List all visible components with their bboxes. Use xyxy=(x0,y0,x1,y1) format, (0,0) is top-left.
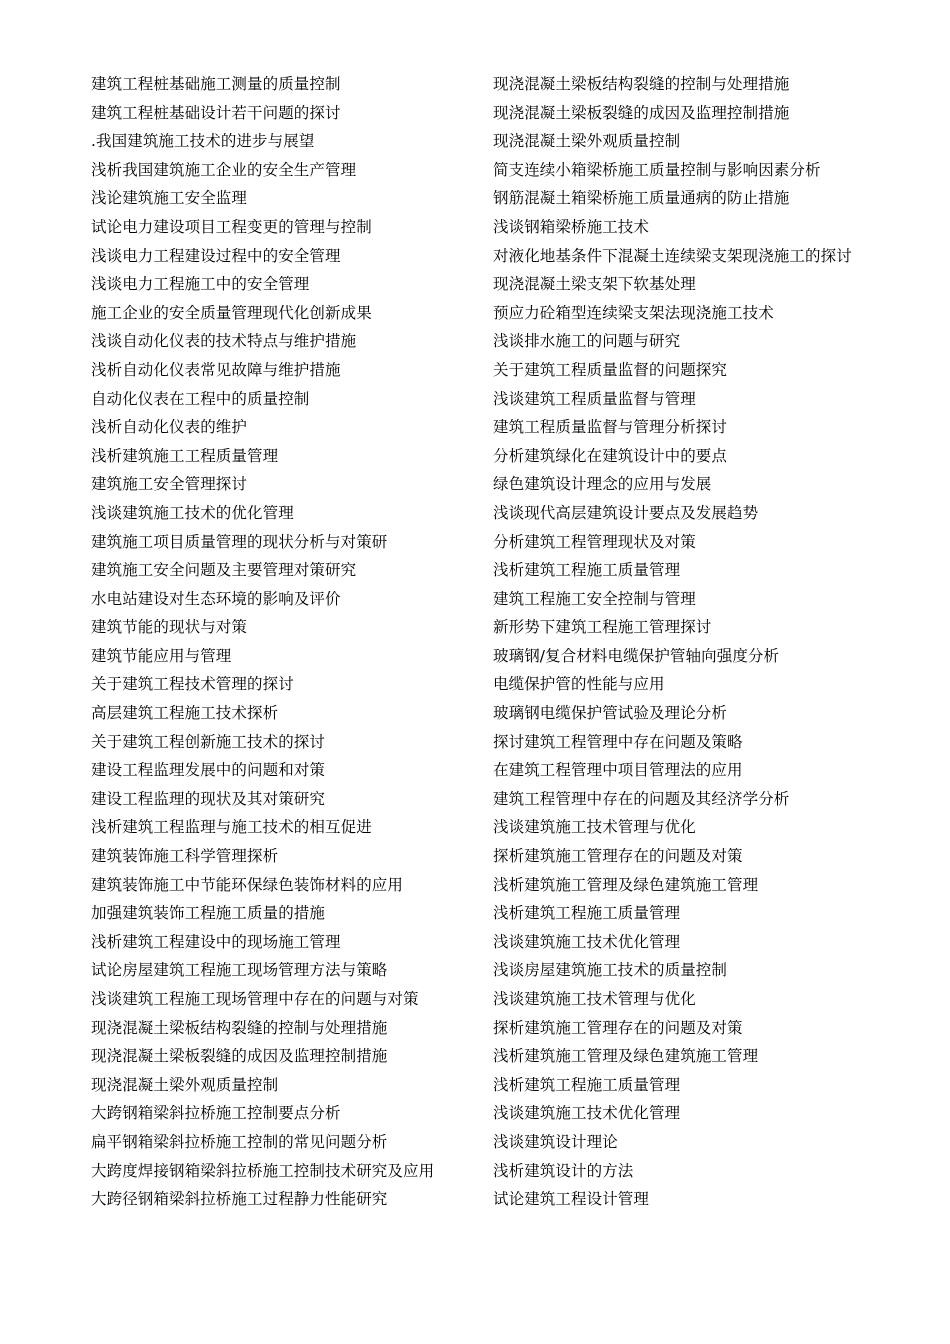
list-item: 浅谈钢箱梁桥施工技术 xyxy=(493,217,650,236)
list-item: 新形势下建筑工程施工管理探讨 xyxy=(493,618,712,637)
list-item: 建筑装饰施工科学管理探析 xyxy=(91,847,279,866)
list-item: 关于建筑工程创新施工技术的探讨 xyxy=(91,732,326,751)
list-item: 绿色建筑设计理念的应用与发展 xyxy=(493,475,712,494)
list-item: 浅谈自动化仪表的技术特点与维护措施 xyxy=(91,332,357,351)
list-item: 建筑装饰施工中节能环保绿色装饰材料的应用 xyxy=(91,875,404,894)
list-item: 浅析我国建筑施工企业的安全生产管理 xyxy=(91,160,357,179)
list-item: 玻璃钢电缆保护管试验及理论分析 xyxy=(493,704,728,723)
list-item: 大跨度焊接钢箱梁斜拉桥施工控制技术研究及应用 xyxy=(91,1161,435,1180)
list-item: 现浇混凝土梁外观质量控制 xyxy=(91,1075,279,1094)
list-item: 探讨建筑工程管理中存在问题及策略 xyxy=(493,732,743,751)
list-item: 浅析建筑施工工程质量管理 xyxy=(91,446,279,465)
list-item: 在建筑工程管理中项目管理法的应用 xyxy=(493,761,743,780)
list-item: 浅析建筑工程施工质量管理 xyxy=(493,1075,681,1094)
left-title-list xyxy=(91,70,456,1214)
list-item: 钢筋混凝土箱梁桥施工质量通病的防止措施 xyxy=(493,189,790,208)
list-item: 建设工程监理发展中的问题和对策 xyxy=(91,761,326,780)
list-item: 浅析自动化仪表的维护 xyxy=(91,418,248,437)
list-item: 浅析建筑施工管理及绿色建筑施工管理 xyxy=(493,875,759,894)
list-item: 加强建筑装饰工程施工质量的措施 xyxy=(91,904,326,923)
list-item: 试论房屋建筑工程施工现场管理方法与策略 xyxy=(91,961,388,980)
list-item: 浅谈现代高层建筑设计要点及发展趋势 xyxy=(493,503,759,522)
list-item: 预应力砼箱型连续梁支架法现浇施工技术 xyxy=(493,303,774,322)
list-item: 浅谈电力工程建设过程中的安全管理 xyxy=(91,246,341,265)
list-item: 浅析建筑工程建设中的现场施工管理 xyxy=(91,932,341,951)
list-item: 浅析建筑设计的方法 xyxy=(493,1161,634,1180)
list-item: 浅析自动化仪表常见故障与维护措施 xyxy=(91,360,341,379)
list-item: 浅谈房屋建筑施工技术的质量控制 xyxy=(493,961,728,980)
list-item: 施工企业的安全质量管理现代化创新成果 xyxy=(91,303,372,322)
list-item: 大跨钢箱梁斜拉桥施工控制要点分析 xyxy=(91,1104,341,1123)
list-item: 试论建筑工程设计管理 xyxy=(493,1190,650,1209)
list-item: 探析建筑施工管理存在的问题及对策 xyxy=(493,1018,743,1037)
list-item: 对液化地基条件下混凝土连续梁支架现浇施工的探讨 xyxy=(493,246,852,265)
list-item: 现浇混凝土梁板裂缝的成因及监理控制措施 xyxy=(493,103,790,122)
list-item: 现浇混凝土梁板结构裂缝的控制与处理措施 xyxy=(91,1018,388,1037)
right-title-list xyxy=(493,70,855,1214)
list-item: 建筑节能的现状与对策 xyxy=(91,618,248,637)
list-item: 建筑施工安全管理探讨 xyxy=(91,475,248,494)
list-item: 浅论建筑施工安全监理 xyxy=(91,189,248,208)
list-item: 试论电力建设项目工程变更的管理与控制 xyxy=(91,217,372,236)
list-item: 分析建筑绿化在建筑设计中的要点 xyxy=(493,446,728,465)
list-item: 浅谈建筑工程施工现场管理中存在的问题与对策 xyxy=(91,990,419,1008)
list-item: 关于建筑工程技术管理的探讨 xyxy=(91,675,294,694)
list-item: 浅谈建筑施工技术的优化管理 xyxy=(91,503,294,522)
list-item: 浅谈排水施工的问题与研究 xyxy=(493,332,681,351)
list-item: 建筑工程管理中存在的问题及其经济学分析 xyxy=(493,789,790,808)
list-item: 简支连续小箱梁桥施工质量控制与影响因素分析 xyxy=(493,160,821,179)
list-item: 自动化仪表在工程中的质量控制 xyxy=(91,389,310,408)
list-item: 现浇混凝土梁板结构裂缝的控制与处理措施 xyxy=(493,75,790,93)
list-item: 建筑工程质量监督与管理分析探讨 xyxy=(493,418,728,437)
list-item: 浅析建筑工程监理与施工技术的相互促进 xyxy=(91,818,372,837)
list-item: 玻璃钢/复合材料电缆保护管轴向强度分析 xyxy=(493,646,780,665)
list-item: 扁平钢箱梁斜拉桥施工控制的常见问题分析 xyxy=(91,1132,388,1151)
list-item: 浅析建筑施工管理及绿色建筑施工管理 xyxy=(493,1047,759,1066)
list-item: 浅析建筑工程施工质量管理 xyxy=(493,904,681,923)
list-item: 现浇混凝土梁支架下软基处理 xyxy=(493,275,696,294)
list-item: 探析建筑施工管理存在的问题及对策 xyxy=(493,847,743,866)
list-item: 建筑施工安全问题及主要管理对策研究 xyxy=(91,561,357,580)
list-item: 建筑施工项目质量管理的现状分析与对策研 xyxy=(91,532,388,551)
list-item: 浅析建筑工程施工质量管理 xyxy=(493,561,681,580)
list-item: 浅谈建筑设计理论 xyxy=(493,1132,618,1151)
list-item: 建筑工程桩基础设计若干问题的探讨 xyxy=(91,103,341,122)
list-item: 电缆保护管的性能与应用 xyxy=(493,675,665,694)
list-item: 浅谈建筑施工技术管理与优化 xyxy=(493,818,696,837)
list-item: 水电站建设对生态环境的影响及评价 xyxy=(91,589,341,608)
list-item: 关于建筑工程质量监督的问题探究 xyxy=(493,360,728,379)
list-item: 浅谈建筑施工技术优化管理 xyxy=(493,1104,681,1123)
list-item: .我国建筑施工技术的进步与展望 xyxy=(91,132,315,151)
list-item: 浅谈电力工程施工中的安全管理 xyxy=(91,275,310,294)
list-item: 浅谈建筑工程质量监督与管理 xyxy=(493,389,696,408)
list-item: 建设工程监理的现状及其对策研究 xyxy=(91,789,326,808)
list-item: 建筑工程桩基础施工测量的质量控制 xyxy=(91,75,341,93)
list-item: 大跨径钢箱梁斜拉桥施工过程静力性能研究 xyxy=(91,1190,388,1209)
list-item: 浅谈建筑施工技术管理与优化 xyxy=(493,990,696,1008)
list-item: 高层建筑工程施工技术探析 xyxy=(91,704,279,723)
list-item: 现浇混凝土梁外观质量控制 xyxy=(493,132,681,151)
list-item: 现浇混凝土梁板裂缝的成因及监理控制措施 xyxy=(91,1047,388,1066)
list-item: 浅谈建筑施工技术优化管理 xyxy=(493,932,681,951)
list-item: 建筑节能应用与管理 xyxy=(91,646,232,665)
list-item: 分析建筑工程管理现状及对策 xyxy=(493,532,696,551)
list-item: 建筑工程施工安全控制与管理 xyxy=(493,589,696,608)
